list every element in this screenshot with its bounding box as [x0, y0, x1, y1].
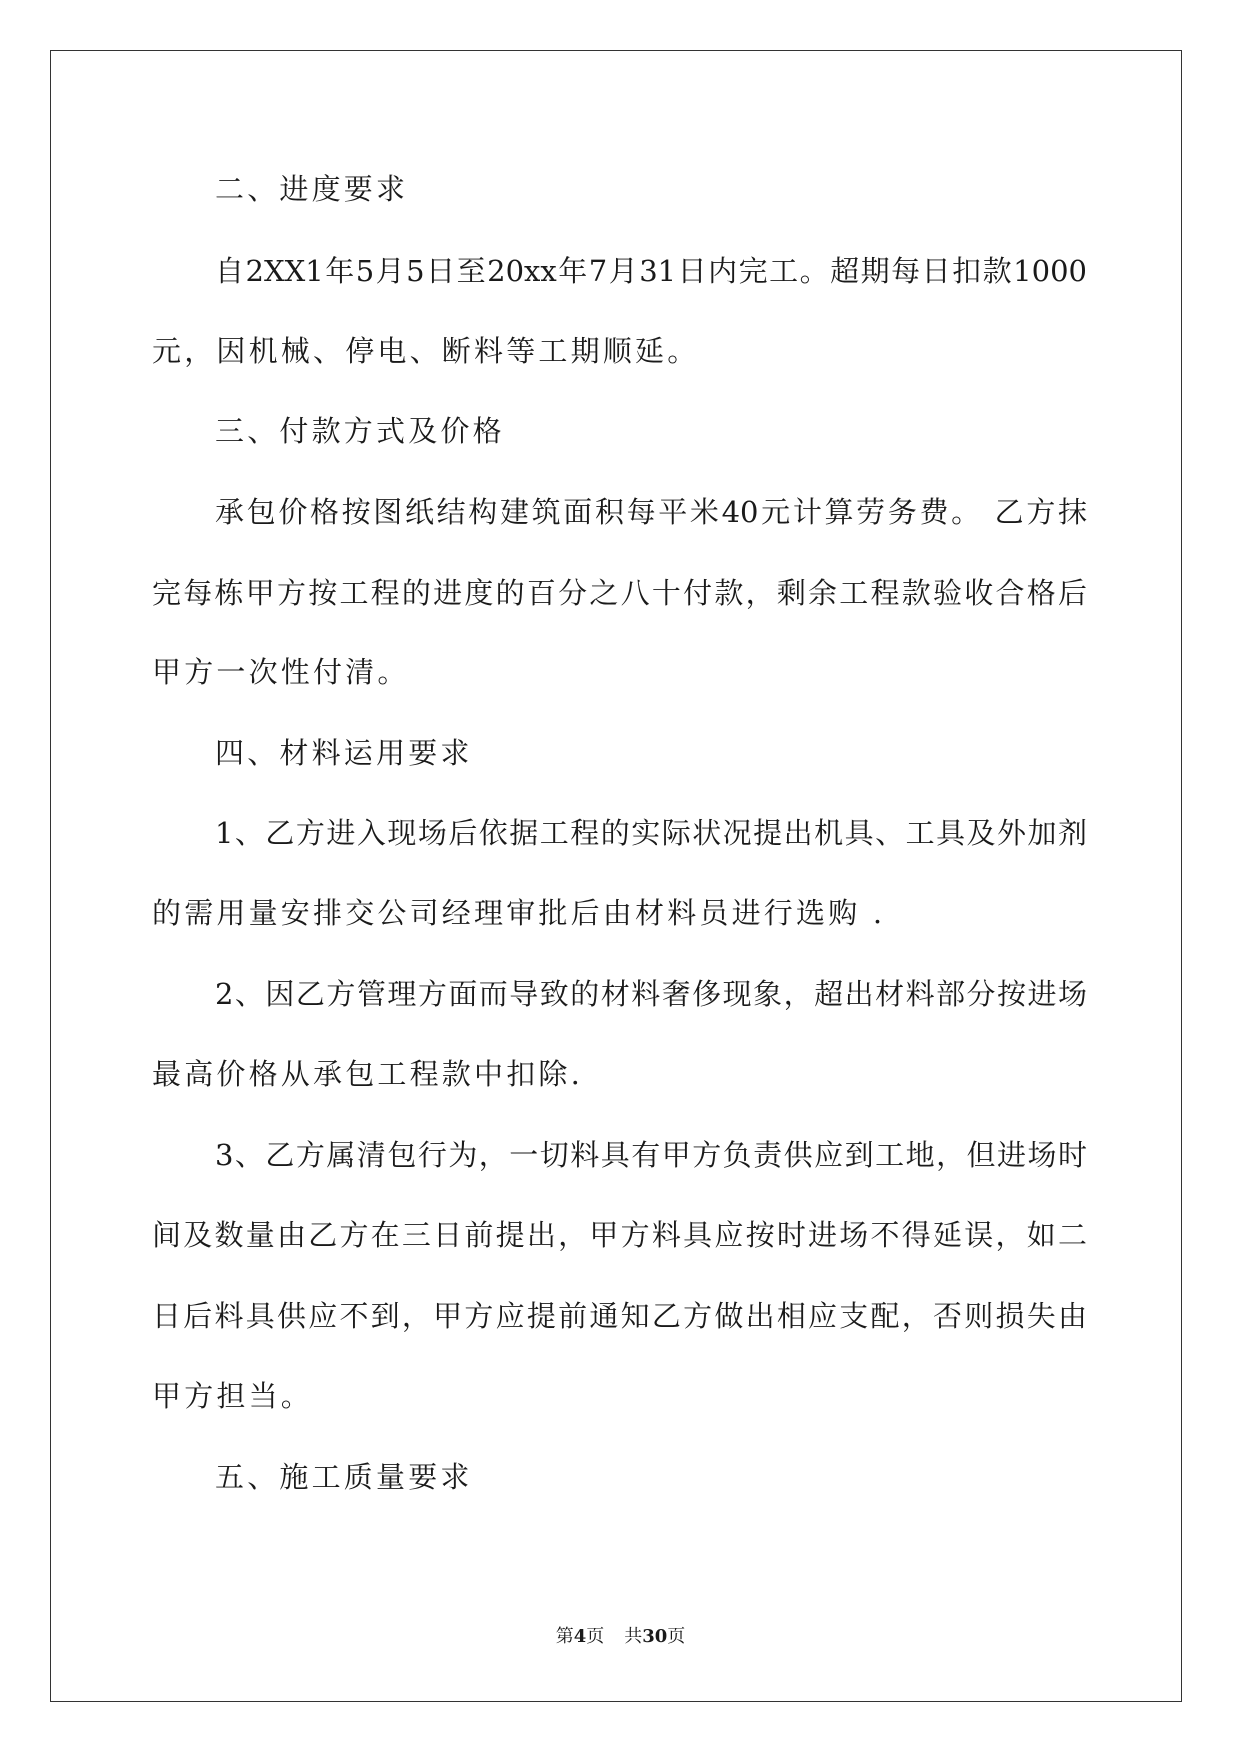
section-heading-schedule: 二、进度要求	[215, 172, 409, 206]
total-pages: 30	[642, 1626, 668, 1647]
page-border	[50, 50, 1182, 1702]
page-prefix: 第	[555, 1626, 574, 1647]
paragraph-line: 间及数量由乙方在三日前提出，甲方料具应按时进场不得延误，如二	[152, 1218, 1087, 1252]
page-number: 4	[573, 1626, 587, 1647]
paragraph-line: 日后料具供应不到，甲方应提前通知乙方做出相应支配，否则损失由	[152, 1299, 1087, 1333]
section-heading-quality: 五、施工质量要求	[215, 1460, 473, 1494]
paragraph-line: 甲方一次性付清。	[152, 655, 410, 689]
total-suffix: 页	[667, 1626, 686, 1647]
paragraph-line: 2、因乙方管理方面而导致的材料奢侈现象，超出材料部分按进场	[215, 977, 1087, 1011]
paragraph-line: 元，因机械、停电、断料等工期顺延。	[152, 334, 700, 368]
paragraph-line: 完每栋甲方按工程的进度的百分之八十付款，剩余工程款验收合格后	[152, 576, 1087, 610]
paragraph-line: 1、乙方进入现场后依据工程的实际状况提出机具、工具及外加剂	[215, 816, 1087, 850]
paragraph-line: 甲方担当。	[152, 1379, 314, 1413]
total-prefix: 共	[624, 1626, 643, 1647]
page-footer	[0, 1622, 1241, 1648]
paragraph-line: 的需用量安排交公司经理审批后由材料员进行选购 .	[152, 896, 886, 930]
paragraph-line: 自2XX1年5月5日至20xx年7月31日内完工。超期每日扣款1000	[215, 254, 1087, 288]
section-heading-materials: 四、材料运用要求	[215, 736, 473, 770]
paragraph-line: 承包价格按图纸结构建筑面积每平米40元计算劳务费。 乙方抹	[215, 495, 1087, 529]
section-heading-payment: 三、付款方式及价格	[215, 414, 505, 448]
paragraph-line: 最高价格从承包工程款中扣除.	[152, 1057, 584, 1091]
page-suffix: 页	[586, 1626, 605, 1647]
paragraph-line: 3、乙方属清包行为，一切料具有甲方负责供应到工地，但进场时	[215, 1138, 1087, 1172]
